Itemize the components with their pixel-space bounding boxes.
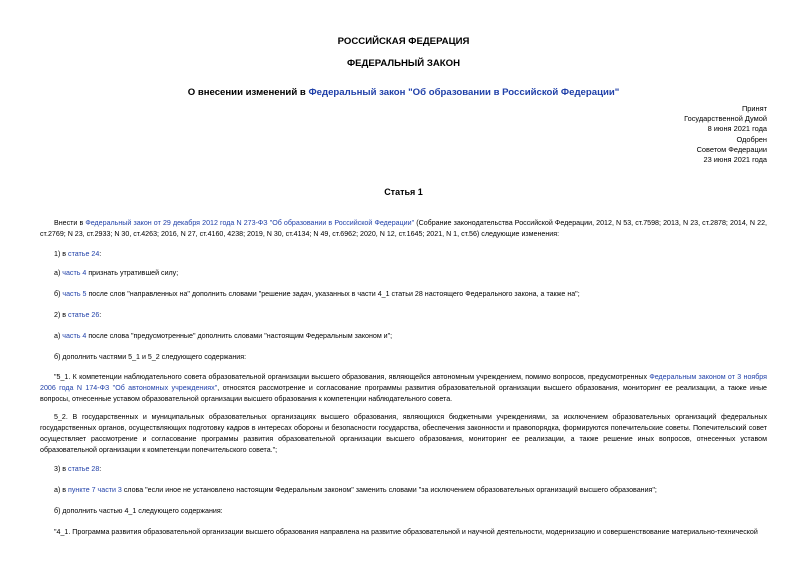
paragraph-12: "4_1. Программа развития образовательной организации высшего образования направлена на развитие образовательной и научной деятельности, модернизацию и совершенствование материально-технической: [54, 528, 758, 536]
paragraph-5: [40, 331, 767, 342]
article-28-link[interactable]: статье 28: [68, 465, 100, 473]
paragraph-6: б) дополнить частями 5_1 и 5_2 следующего содержания:: [54, 353, 247, 361]
paragraph-text: признать утратившей силу;: [86, 269, 179, 277]
adoption-line: Государственной Думой: [684, 114, 767, 124]
law-title-link[interactable]: Федеральный закон "Об образовании в Российской Федерации": [308, 87, 620, 98]
part-4-link-2[interactable]: часть 4: [62, 332, 87, 340]
part-3-link[interactable]: части 3: [97, 486, 122, 494]
paragraph-text: 2) в: [54, 311, 69, 319]
paragraph-text: 3) в: [54, 465, 69, 473]
paragraph-text: а): [54, 332, 63, 340]
paragraph-text: а) в: [54, 486, 69, 494]
part-5-link[interactable]: часть 5: [62, 290, 87, 298]
article-title: Статья 1: [384, 187, 423, 197]
law-type-heading: ФЕДЕРАЛЬНЫЙ ЗАКОН: [346, 58, 461, 69]
paragraph-text: после слов "направленных на" дополнить словами "решение задач, указанных в части 4_1 статьи 28 настоящего Федерального закона, а также на";: [86, 290, 580, 298]
adoption-line: Одобрен: [736, 134, 767, 144]
paragraph-text: :: [99, 250, 102, 258]
paragraph-text: , относятся рассмотрение и согласование программы развития образовательной организации высшего образования, мониторинг ее реализации, а также иные вопросы, отнесенные уставом образовательной организации высшего образования к компетенции наблюдательного совета.: [40, 384, 767, 403]
law-174-link[interactable]: Федеральным законом от 3 ноября 2006 года N 174-ФЗ "Об автономных учреждениях": [40, 373, 768, 392]
paragraph-text: а): [54, 269, 63, 277]
point-7-link[interactable]: пункте 7: [68, 486, 96, 494]
adoption-line: 8 июня 2021 года: [707, 124, 767, 134]
paragraph-10: [40, 485, 767, 496]
adoption-line: 23 июня 2021 года: [703, 154, 767, 164]
article-24-link[interactable]: статье 24: [68, 250, 100, 258]
adoption-line: Советом Федерации: [696, 144, 767, 154]
article-26-link[interactable]: статье 26: [68, 311, 100, 319]
adoption-block: [580, 104, 767, 165]
adoption-line: Принят: [741, 104, 767, 113]
paragraph-text: после слова "предусмотренные" дополнить словами "настоящим Федеральным законом и";: [86, 332, 393, 340]
paragraph-2: [40, 268, 767, 279]
intro-text-b: (Собрание законодательства Российской Федерации, 2012, N 53, ст.7598; 2013, N 23, ст.2878; 2014, N 22, ст.2769; N 23, ст.2933; N 30, ст.4263; 2016, N 27, ст.4160, 4238; 2019, N 30, ст.4134; N 49, ст.6962; 2020, N 12, ст.1645; 2021, N 1, ст.56) следующие изменения:: [40, 219, 767, 238]
paragraph-8: 5_2. В государственных и муниципальных образовательных организациях высшего образования, являющихся бюджетными учреждениями, за исключением образовательных организаций федеральных государственных органов, осуществляющих подготовку кадров в интересах обороны и безопасности государства, обеспечения законности и правопорядка, формируются попечительские советы. Попечительский совет осуществляет рассмотрение и согласование программы развития образовательной организации высшего образования, мониторинг ее реализации, а также решение иных вопросов, отнесенных уставом образовательной организации к компетенции попечительского совета.";: [40, 413, 767, 454]
paragraph-3: [40, 289, 767, 300]
paragraph-11: б) дополнить частью 4_1 следующего содержания:: [54, 507, 223, 515]
paragraph-1: [40, 249, 767, 260]
paragraph-9: [40, 464, 767, 475]
paragraph-4: [40, 310, 767, 321]
law-273-link[interactable]: Федеральный закон от 29 декабря 2012 года N 273-ФЗ "Об образовании в Российской Федерации": [85, 219, 415, 227]
paragraph-text: "5_1. К компетенции наблюдательного совета образовательной организации высшего образования, являющейся автономным учреждением, помимо вопросов, предусмотренных: [54, 373, 650, 381]
paragraph-text: 1) в: [54, 250, 69, 258]
law-title-prefix: О внесении изменений в: [187, 87, 309, 98]
paragraph-7: [40, 372, 767, 405]
paragraph-text: слова "если иное не установлено настоящим Федеральным законом" заменить словами "за исключением образовательных организаций высшего образования";: [121, 486, 657, 494]
paragraph-text: :: [99, 465, 102, 473]
intro-paragraph: [40, 218, 767, 240]
law-title: [40, 87, 767, 98]
country-heading: РОССИЙСКАЯ ФЕДЕРАЦИЯ: [337, 36, 470, 47]
paragraph-text: :: [99, 311, 102, 319]
paragraph-text: б): [54, 290, 63, 298]
part-4-link[interactable]: часть 4: [62, 269, 87, 277]
intro-text-a: Внести в: [54, 219, 86, 227]
